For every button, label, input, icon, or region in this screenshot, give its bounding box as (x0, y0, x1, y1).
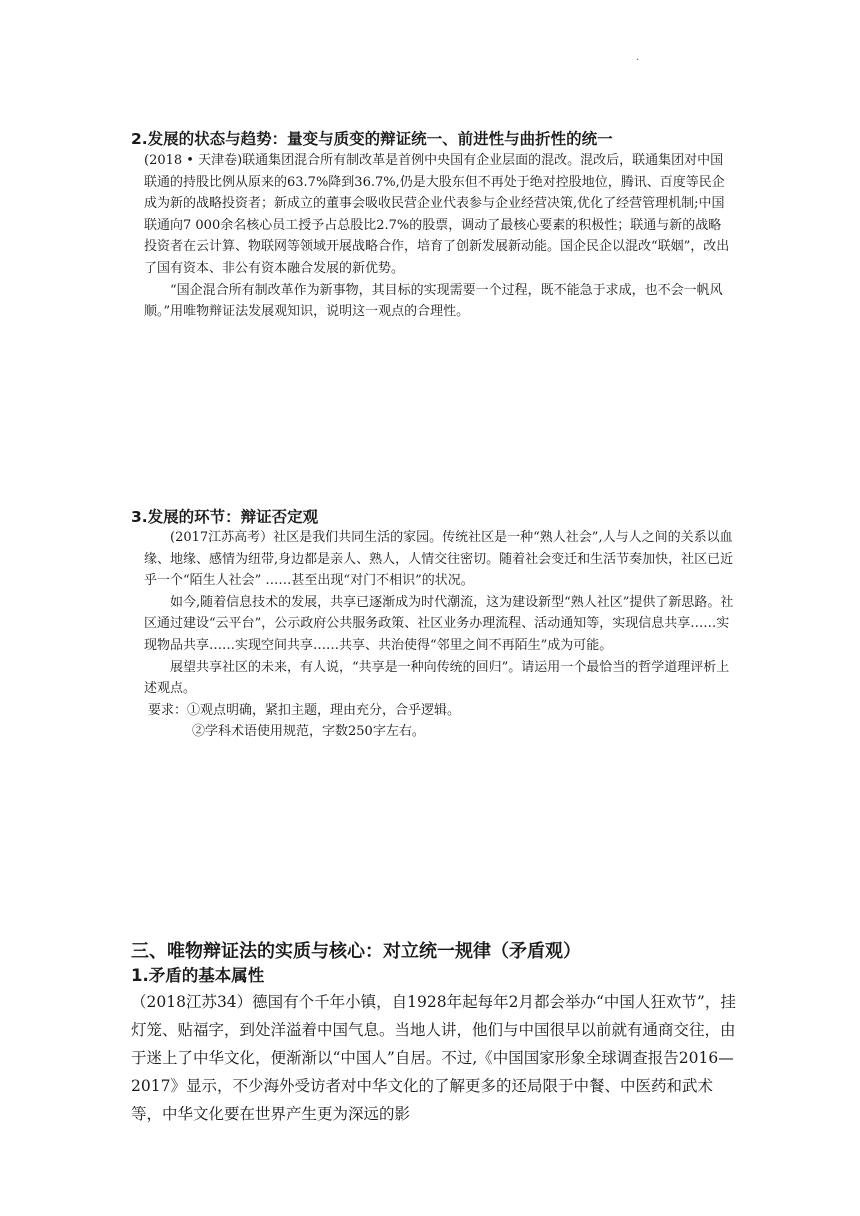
part3-paragraph-1: （2018江苏34）德国有个千年小镇，自1928年起每年2月都会举办“中国人狂欢节”，挂灯笼、贴福字，到处洋溢着中国气息。当地人讲，他们与中国很早以前就有通商交往，由于迷上了中华文化，便渐渐以“中国人”自居。不过,《中国国家形象全球调查报告2016—2017》显示，不少海外受访者对中华文化的了解更多的还局限于中餐、中医药和武术等，中华文化要在世界产生更为深远的影 (131, 993, 736, 1123)
section3-paragraph-3: 展望共享社区的未来，有人说，“共享是一种向传统的回归”。请运用一个最恰当的哲学道理评析上述观点。 (144, 659, 730, 697)
section3-body (144, 527, 734, 743)
section3-paragraph-2: 如今,随着信息技术的发展，共享已逐渐成为时代潮流，这为建设新型“熟人社区”提供了新思路。社区通过建设“云平台”，公示政府公共服务政策、社区业务办理流程、活动通知等，实现信息共享……实现物品共享……实现空间共享……共享、共治使得“邻里之间不再陌生”成为可能。 (144, 594, 734, 653)
section2-heading: 2.发展的状态与趋势：量变与质变的辩证统一、前进性与曲折性的统一 (131, 130, 613, 148)
requirement-1: 要求：①观点明确，紧扣主题，理由充分，合乎逻辑。 (148, 702, 461, 718)
requirement-2: ②学科术语使用规范，字数250字左右。 (192, 724, 425, 740)
section3-paragraph-1: (2017江苏高考）社区是我们共同生活的家园。传统社区是一种“熟人社会”,人与人之间的关系以血缘、地缘、感情为纽带,身边都是亲人、熟人，人情交往密切。随着社会变迁和生活节奏加快，社区已近乎一个“陌生人社会” ……甚至出现“对门不相识”的状况。 (144, 530, 734, 589)
section2-paragraph-1: (2018 • 天津卷)联通集团混合所有制改革是首例中央国有企业层面的混改。混改后，联通集团对中国联通的持股比例从原来的63.7%降到36.7%,仍是大股东但不再处于绝对控股地位，腾讯、百度等民企成为新的战略投资者；新成立的董事会吸收民营企业代表参与企业经营决策,优化了经营管理机制;中国联通向7 000余名核心员工授予占总股比2.7%的股票，调动了最核心要素的积极性；联通与新的战略投资者在云计算、物联网等领域开展战略合作，培育了创新发展新动能。国企民企以混改“联姻”，改出了国有资本、非公有资本融合发展的新优势。 (144, 153, 730, 276)
section3-heading: 3.发展的环节：辩证否定观 (131, 508, 319, 526)
header-dot: . (636, 52, 640, 63)
part3-subheading: 1.矛盾的基本属性 (131, 966, 265, 985)
part3-heading: 三、唯物辩证法的实质与核心：对立统一规律（矛盾观） (131, 941, 581, 962)
section2-body (144, 150, 734, 323)
part3-body (131, 988, 737, 1128)
section2-paragraph-2: “国企混合所有制改革作为新事物，其目标的实现需要一个过程，既不能急于求成，也不会一帆风顺。”用唯物辩证法发展观知识，说明这一观点的合理性。 (144, 282, 723, 320)
